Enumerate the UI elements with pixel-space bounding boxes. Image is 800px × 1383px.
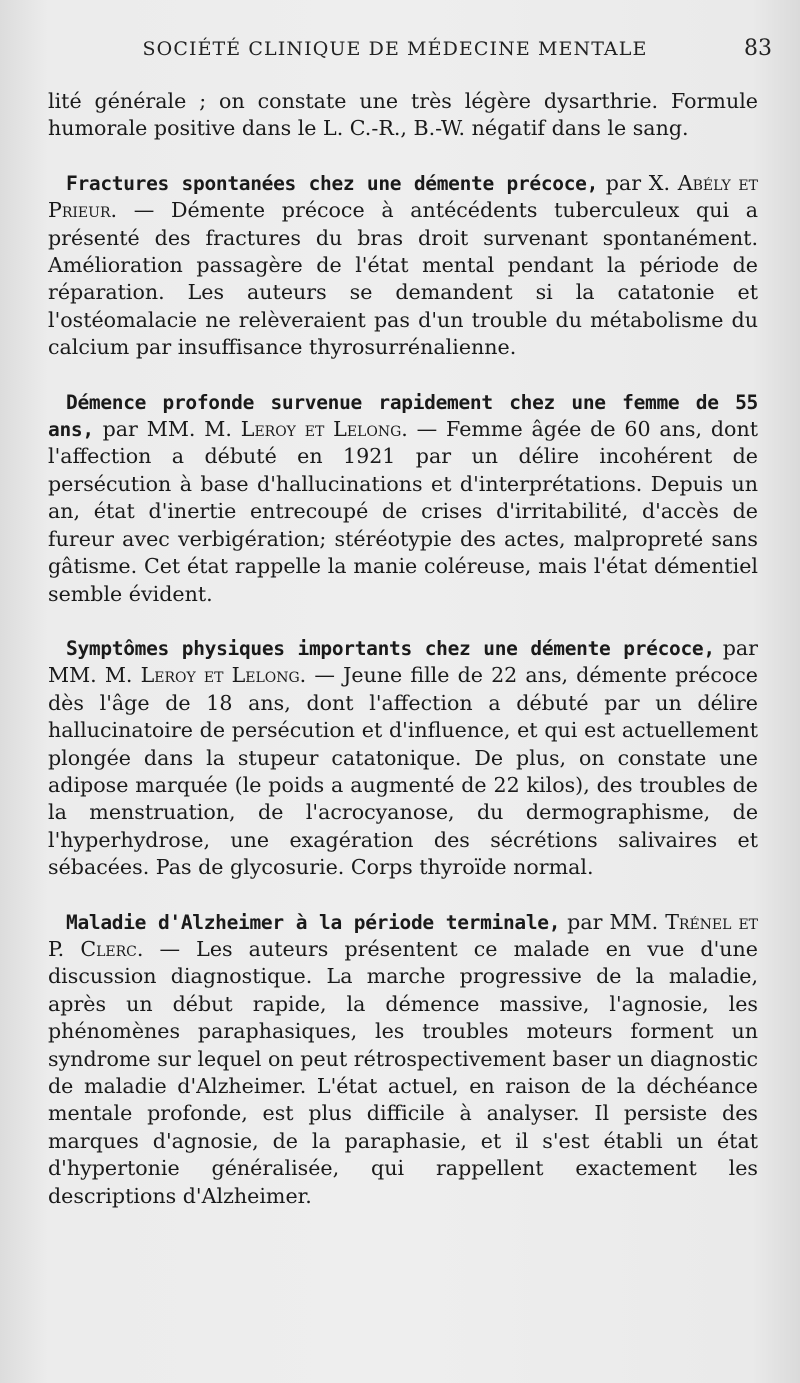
abstract-by: par MM. <box>560 909 666 934</box>
abstract-symptomes-physiques <box>48 635 758 882</box>
abstract-text: — Les auteurs présentent ce malade en vue d'une discussion diagnostique. La marche progressive de la maladie, après un début rapide, la démence massive, l'agnosie, les phénomènes paraphasiques, les troubles moteurs forment un syndrome sur lequel on peut rétrospectivement baser un diagnostic de maladie d'Alzheimer. L'état actuel, en raison de la déchéance mentale profonde, est plus difficile à analyser. Il persiste des marques d'agnosie, de la paraphasie, et il s'est établi un état d'hypertonie généralisée, qui rappellent exactement les descriptions d'Alzheimer. <box>48 936 758 1208</box>
abstract-by: par MM. M. <box>48 635 759 688</box>
page-number: 83 <box>744 36 772 61</box>
page-body <box>48 88 758 1210</box>
abstract-title: Démence profonde survenue rapidement chez une femme de 55 ans, <box>48 390 758 442</box>
abstract-by: par MM. M. <box>93 417 241 442</box>
abstract-authors: Leroy et Lelong. <box>140 663 307 688</box>
abstract-maladie-alzheimer <box>48 909 758 1210</box>
abstract-demence-profonde <box>48 389 758 608</box>
abstract-authors: Abély et Prieur. <box>48 170 758 223</box>
abstract-title: Maladie d'Alzheimer à la période terminale, <box>66 910 561 934</box>
running-head: SOCIÉTÉ CLINIQUE DE MÉDECINE MENTALE <box>142 38 648 60</box>
abstract-text: — Femme âgée de 60 ans, dont l'affection a débuté en 1921 par un délire incohérent de persécution à base d'hallucinations et d'interprétations. Depuis un an, état d'inertie entrecoupé de crises d'irritabilité, d'accès de fureur avec verbigération; stéréotypie des actes, malpropreté sans gâtisme. Cet état rappelle la manie coléreuse, mais l'état démentiel semble évident. <box>48 417 758 606</box>
abstract-authors: Trénel et P. Clerc. <box>48 909 759 961</box>
continuation-paragraph <box>48 88 758 143</box>
abstract-text: — Jeune fille de 22 ans, démente précoce dès l'âge de 18 ans, dont l'affection a débuté par un délire hallucinatoire de persécution et d'influence, et qui est actuellement plongée dans la stupeur catatonique. De plus, on constate une adipose marquée (le poids a augmenté de 22 kilos), des troubles de la menstruation, de l'acrocyanose, du dermographisme, de l'hyperhydrose, une exagération des sécrétions salivaires et sébacées. Pas de glycosurie. Corps thyroïde normal. <box>48 663 758 880</box>
abstract-authors: Leroy et Lelong. <box>240 417 408 442</box>
abstract-text: — Démente précoce à antécédents tuberculeux qui a présenté des fractures du bras droit survenant spontanément. Amélioration passagère de l'état mental pendant la période de réparation. Les auteurs se demandent si la catatonie et l'ostéomalacie ne relèveraient pas d'un trouble du métabolisme du calcium par insuffisance thyrosurrénalienne. <box>48 198 758 360</box>
abstract-title: Fractures spontanées chez une démente précoce, <box>66 171 599 195</box>
paragraph-text: lité générale ; on constate une très légère dysarthrie. Formule humorale positive dans le L. C.-R., B.-W. négatif dans le sang. <box>48 89 758 141</box>
abstract-fractures-spontanees <box>48 170 758 362</box>
abstract-by: par X. <box>598 170 678 195</box>
abstract-title: Symptômes physiques importants chez une démente précoce, <box>66 636 715 660</box>
